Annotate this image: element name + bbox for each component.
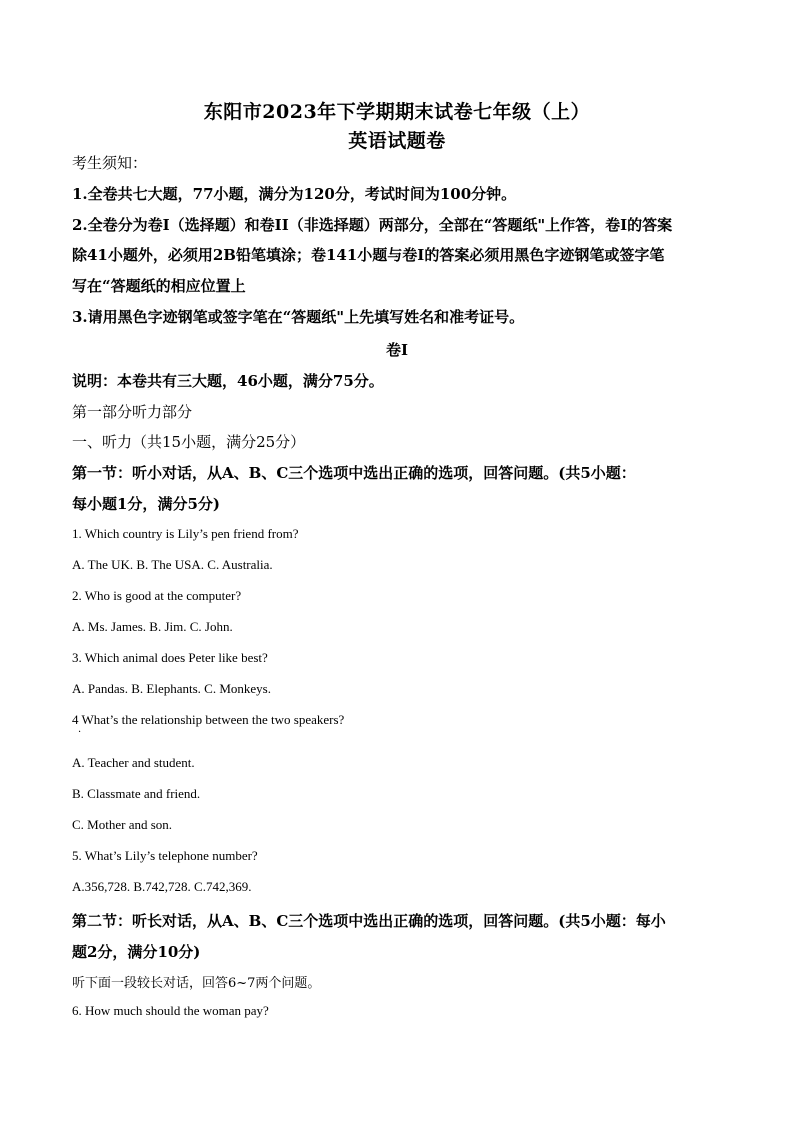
- exam-subtitle: 英语试题卷: [348, 130, 446, 152]
- notice-item-2-line-1: 2.全卷分为卷I（选择题）和卷II（非选择题）两部分，全部在“答题纸"上作答，卷I的答案: [72, 216, 673, 234]
- section-2-instruction-line-2: 题2分，满分10分): [72, 943, 201, 961]
- section-1-instruction-line-2: 每小题1分，满分5分): [72, 495, 220, 513]
- question-2: 2. Who is good at the computer?: [72, 588, 242, 603]
- section-2-instruction-line-1: 第二节：听长对话，从A、B、C三个选项中选出正确的选项，回答问题。(共5小题：每小: [72, 912, 666, 930]
- question-4-option-c: C. Mother and son.: [72, 817, 173, 832]
- volume-note: 说明：本卷共有三大题，46小题，满分75分。: [72, 372, 384, 390]
- volume-label: 卷I: [385, 341, 409, 359]
- instruction-questions-6-7: 听下面一段较长对话，回答6~7两个问题。: [72, 976, 321, 991]
- stray-dot: ·: [78, 727, 82, 738]
- question-1: 1. Which country is Lily’s pen friend from?: [72, 526, 299, 541]
- question-6: 6. How much should the woman pay?: [72, 1003, 269, 1018]
- question-4-option-b: B. Classmate and friend.: [72, 786, 201, 801]
- notice-item-2-line-2: 除41小题外，必须用2B铅笔填涂；卷141小题与卷I的答案必须用黑色字迹钢笔或签字笔: [72, 246, 665, 264]
- notice-item-3: 3.请用黑色字迹钢笔或签字笔在“答题纸"上先填写姓名和准考证号。: [72, 308, 525, 326]
- part-1-heading: 第一部分听力部分: [72, 403, 193, 421]
- listening-section-heading: 一、听力（共15小题，满分25分）: [72, 433, 306, 451]
- question-1-options: A. The UK. B. The USA. C. Australia.: [72, 557, 273, 572]
- question-5: 5. What’s Lily’s telephone number?: [72, 848, 258, 863]
- section-1-instruction-line-1: 第一节：听小对话，从A、B、C三个选项中选出正确的选项，回答问题。(共5小题：: [72, 464, 636, 482]
- notice-heading: 考生须知：: [72, 154, 148, 172]
- question-2-options: A. Ms. James. B. Jim. C. John.: [72, 619, 233, 634]
- question-3: 3. Which animal does Peter like best?: [72, 650, 268, 665]
- question-3-options: A. Pandas. B. Elephants. C. Monkeys.: [72, 681, 271, 696]
- notice-item-2-line-3: 写在“答题纸的相应位置上: [72, 277, 246, 295]
- question-4: 4 What’s the relationship between the two speakers?: [72, 712, 345, 727]
- notice-item-1: 1.全卷共七大题，77小题，满分为120分，考试时间为100分钟。: [72, 185, 517, 203]
- exam-title: 东阳市2023年下学期期末试卷七年级（上）: [203, 101, 591, 123]
- question-4-option-a: A. Teacher and student.: [72, 755, 195, 770]
- question-5-options: A.356,728. B.742,728. C.742,369.: [72, 879, 252, 894]
